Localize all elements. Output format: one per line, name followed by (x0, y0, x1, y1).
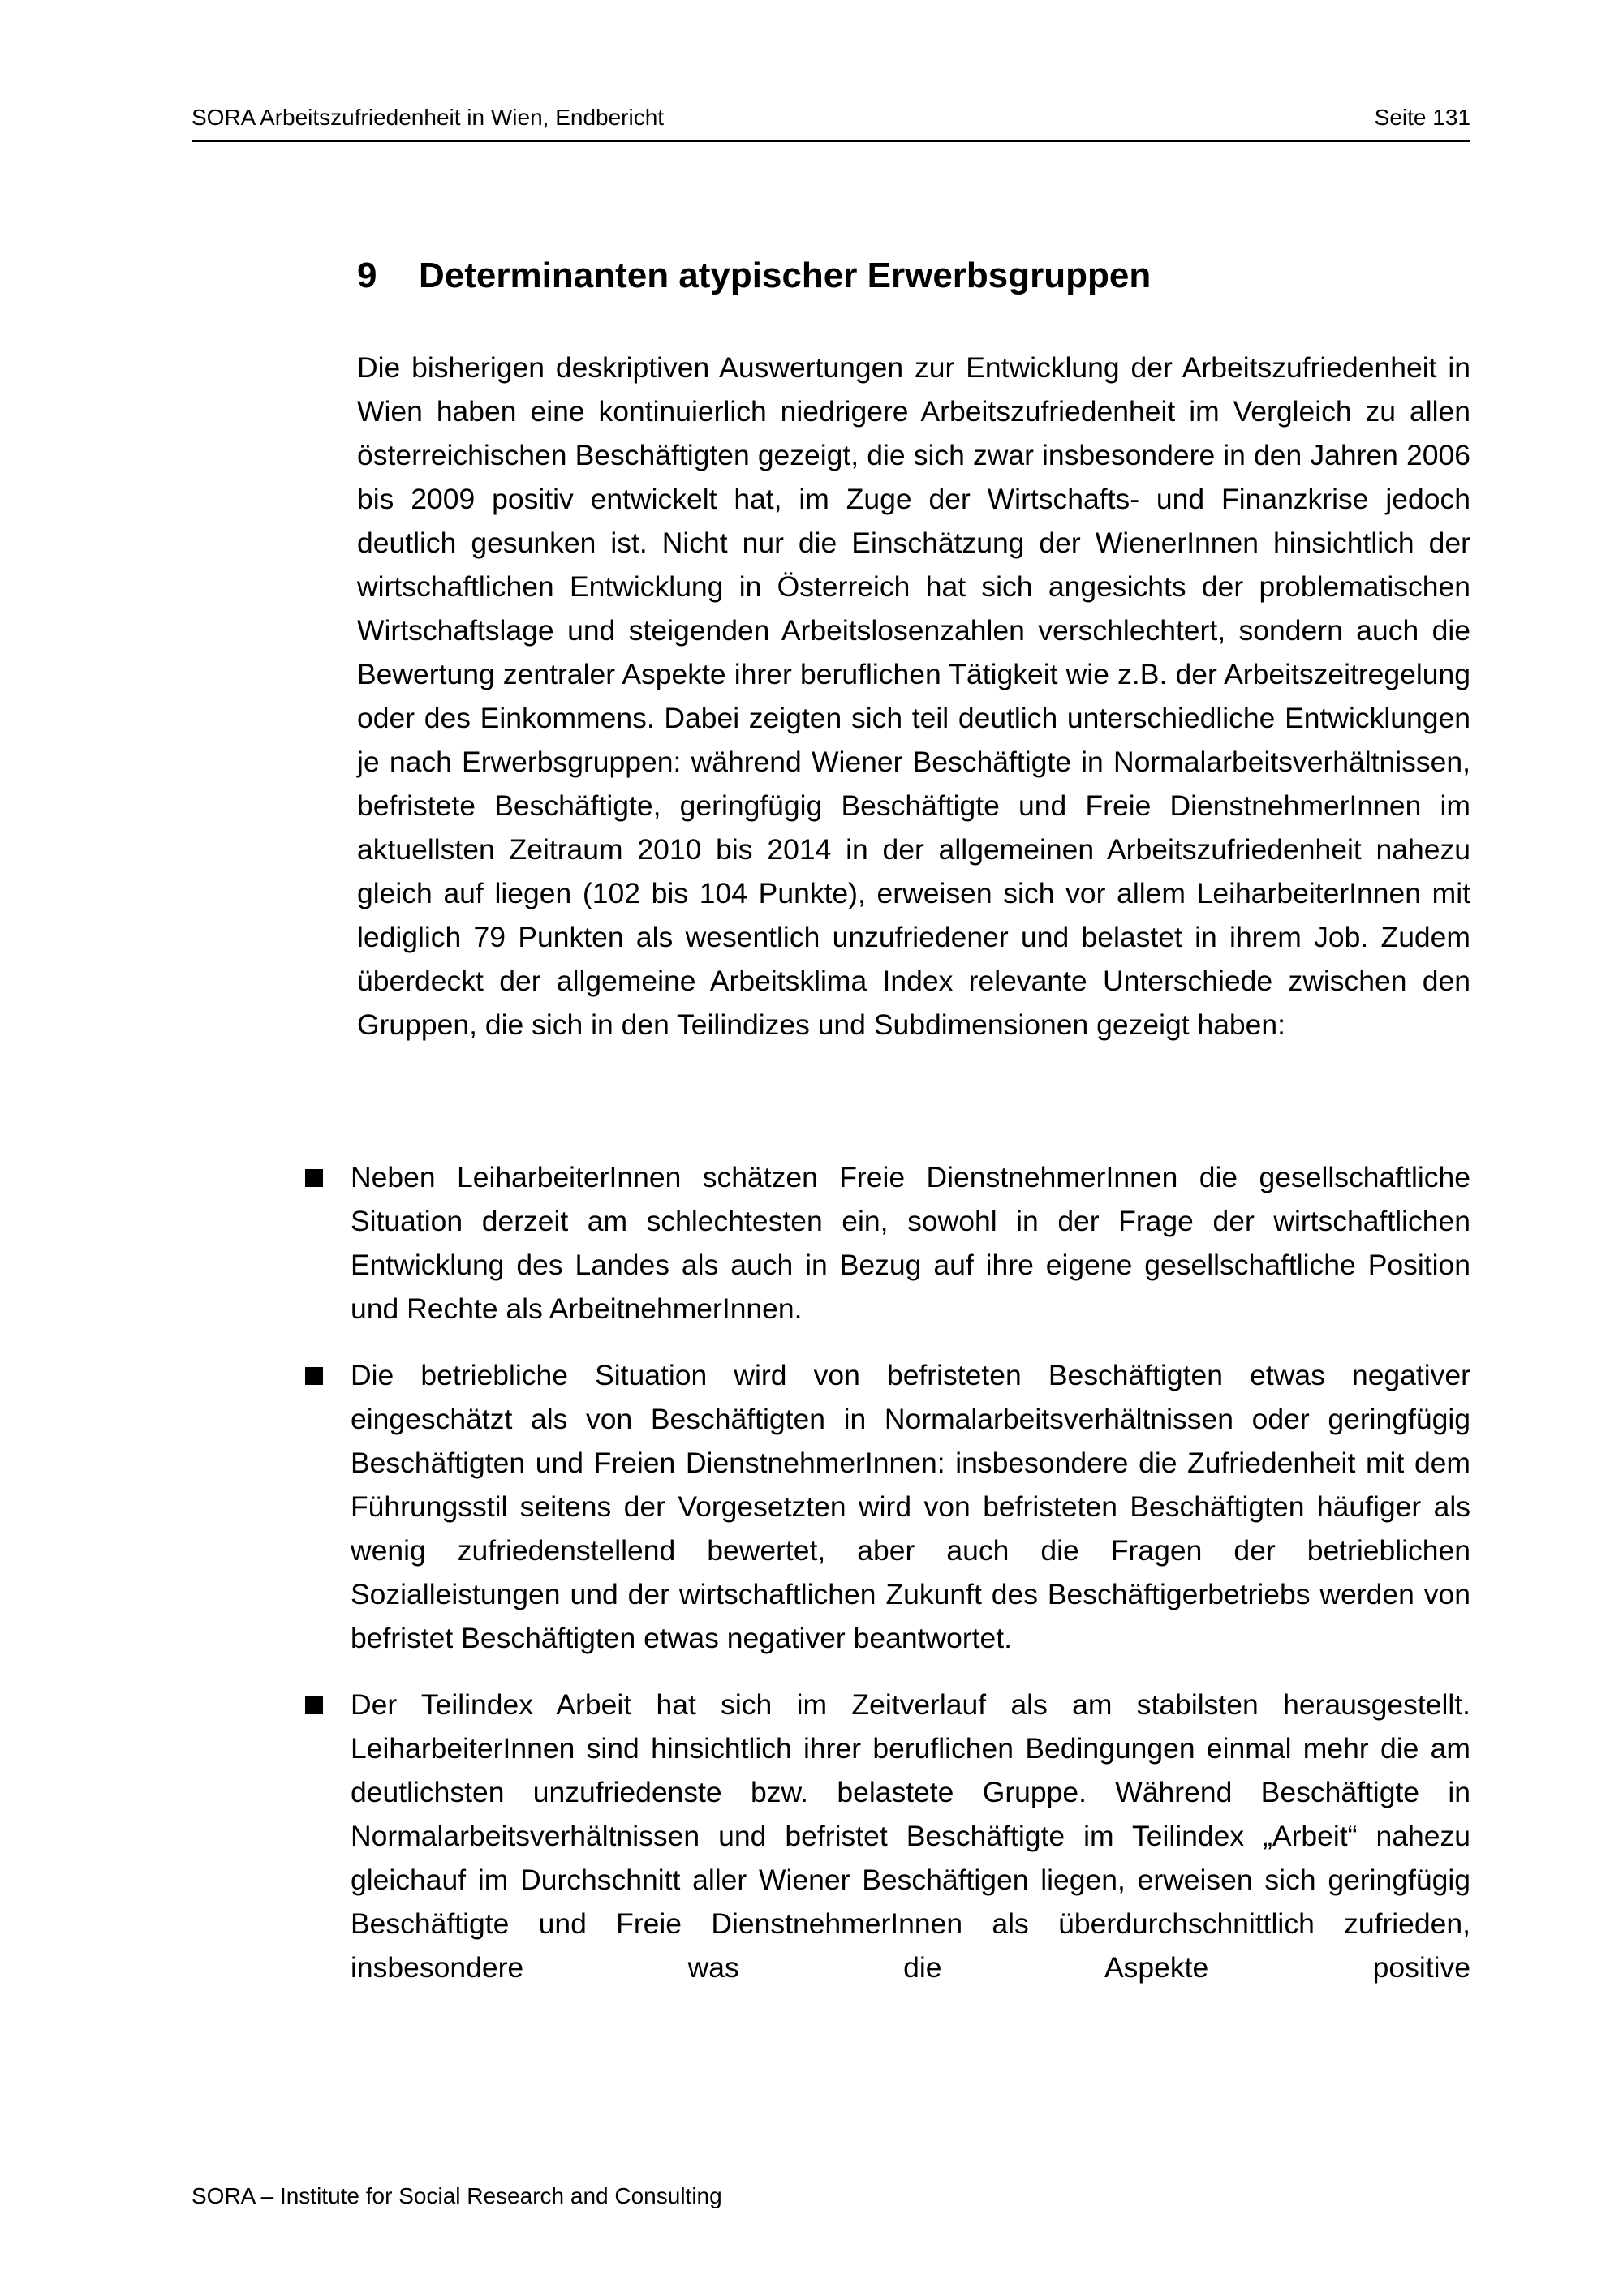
list-item (302, 1353, 1470, 1660)
page-footer (192, 2182, 722, 2210)
intro-paragraph: Die bisherigen deskriptiven Auswertungen zur Entwicklung der Arbeitszufriedenheit in Wien haben eine kontinuierlich niedrigere Arbeitszufriedenheit im Vergleich zu allen österreichischen Beschäftigten gezeigt, die sich zwar insbesondere in den Jahren 2006 bis 2009 positiv entwickelt hat, im Zuge der Wirtschafts- und Finanzkrise jedoch deutlich gesunken ist. Nicht nur die Einschätzung der WienerInnen hinsichtlich der wirtschaftlichen Entwicklung in Österreich hat sich angesichts der problematischen Wirtschaftslage und steigenden Arbeitslosenzahlen verschlechtert, sondern auch die Bewertung zentraler Aspekte ihrer beruflichen Tätigkeit wie z.B. der Arbeitszeitregelung oder des Einkommens. Dabei zeigten sich teil deutlich unterschiedliche Entwicklungen je nach Erwerbsgruppen: während Wiener Beschäftigte in Normalarbeitsverhältnissen, befristete Beschäftigte, geringfügig Beschäftigte und Freie DienstnehmerInnen im aktuellsten Zeitraum 2010 bis 2014 in der allgemeinen Arbeitszufriedenheit nahezu gleich auf liegen (102 bis 104 Punkte), erweisen sich vor allem LeiharbeiterInnen mit lediglich 79 Punkten als wesentlich unzufriedener und belastet in ihrem Job. Zudem überdeckt der allgemeine Arbeitsklima Index relevante Unterschiede zwischen den Gruppen, die sich in den Teilindizes und Subdimensionen gezeigt haben: (357, 351, 1470, 1041)
list-item-text: Die betriebliche Situation wird von befristeten Beschäftigten etwas negativer eingeschätzt als von Beschäftigten in Normalarbeitsverhältnissen oder geringfügig Beschäftigten und Freien DienstnehmerInnen: insbesondere die Zufriedenheit mit dem Führungsstil seitens der Vorgesetzten wird von befristeten Beschäftigten häufiger als wenig zufriedenstellend bewertet, aber auch die Fragen der betrieblichen Sozialleistungen und der wirtschaftlichen Zukunft des Beschäftigerbetriebs werden von befristet Beschäftigten etwas negativer beantwortet. (351, 1359, 1470, 1654)
list-item (302, 1683, 1470, 1989)
square-bullet-icon (305, 1696, 323, 1714)
footer-text: SORA – Institute for Social Research and Consulting (192, 2183, 722, 2208)
page-number: Seite 131 (1374, 105, 1470, 130)
chapter-heading (357, 253, 1151, 299)
page-header (192, 104, 1470, 142)
list-item-text: Der Teilindex Arbeit hat sich im Zeitverlauf als am stabilsten herausgestellt. LeiharbeiterInnen sind hinsichtlich ihrer beruflichen Bedingungen einmal mehr die am deutlichsten unzufriedenste bzw. belastete Gruppe. Während Beschäftigte in Normalarbeitsverhältnissen und befristet Beschäftigte im Teilindex „Arbeit“ nahezu gleichauf im Durchschnitt aller Wiener Beschäftigen liegen, erweisen sich geringfügig Beschäftigte und Freie DienstnehmerInnen als überdurchschnittlich zufrieden, insbesondere was die Aspekte positive (351, 1688, 1470, 1984)
report-title: SORA Arbeitszufriedenheit in Wien, Endbericht (192, 105, 665, 130)
list-item-text: Neben LeiharbeiterInnen schätzen Freie DienstnehmerInnen die gesellschaftliche Situation derzeit am schlechtesten ein, sowohl in der Frage der wirtschaftlichen Entwicklung des Landes als auch in Bezug auf ihre eigene gesellschaftliche Position und Rechte als ArbeitnehmerInnen. (351, 1161, 1470, 1325)
findings-list (302, 1155, 1470, 2012)
list-item (302, 1155, 1470, 1331)
chapter-number: 9 (357, 256, 377, 295)
chapter-title: Determinanten atypischer Erwerbsgruppen (419, 256, 1152, 295)
square-bullet-icon (305, 1169, 323, 1187)
square-bullet-icon (305, 1367, 323, 1385)
